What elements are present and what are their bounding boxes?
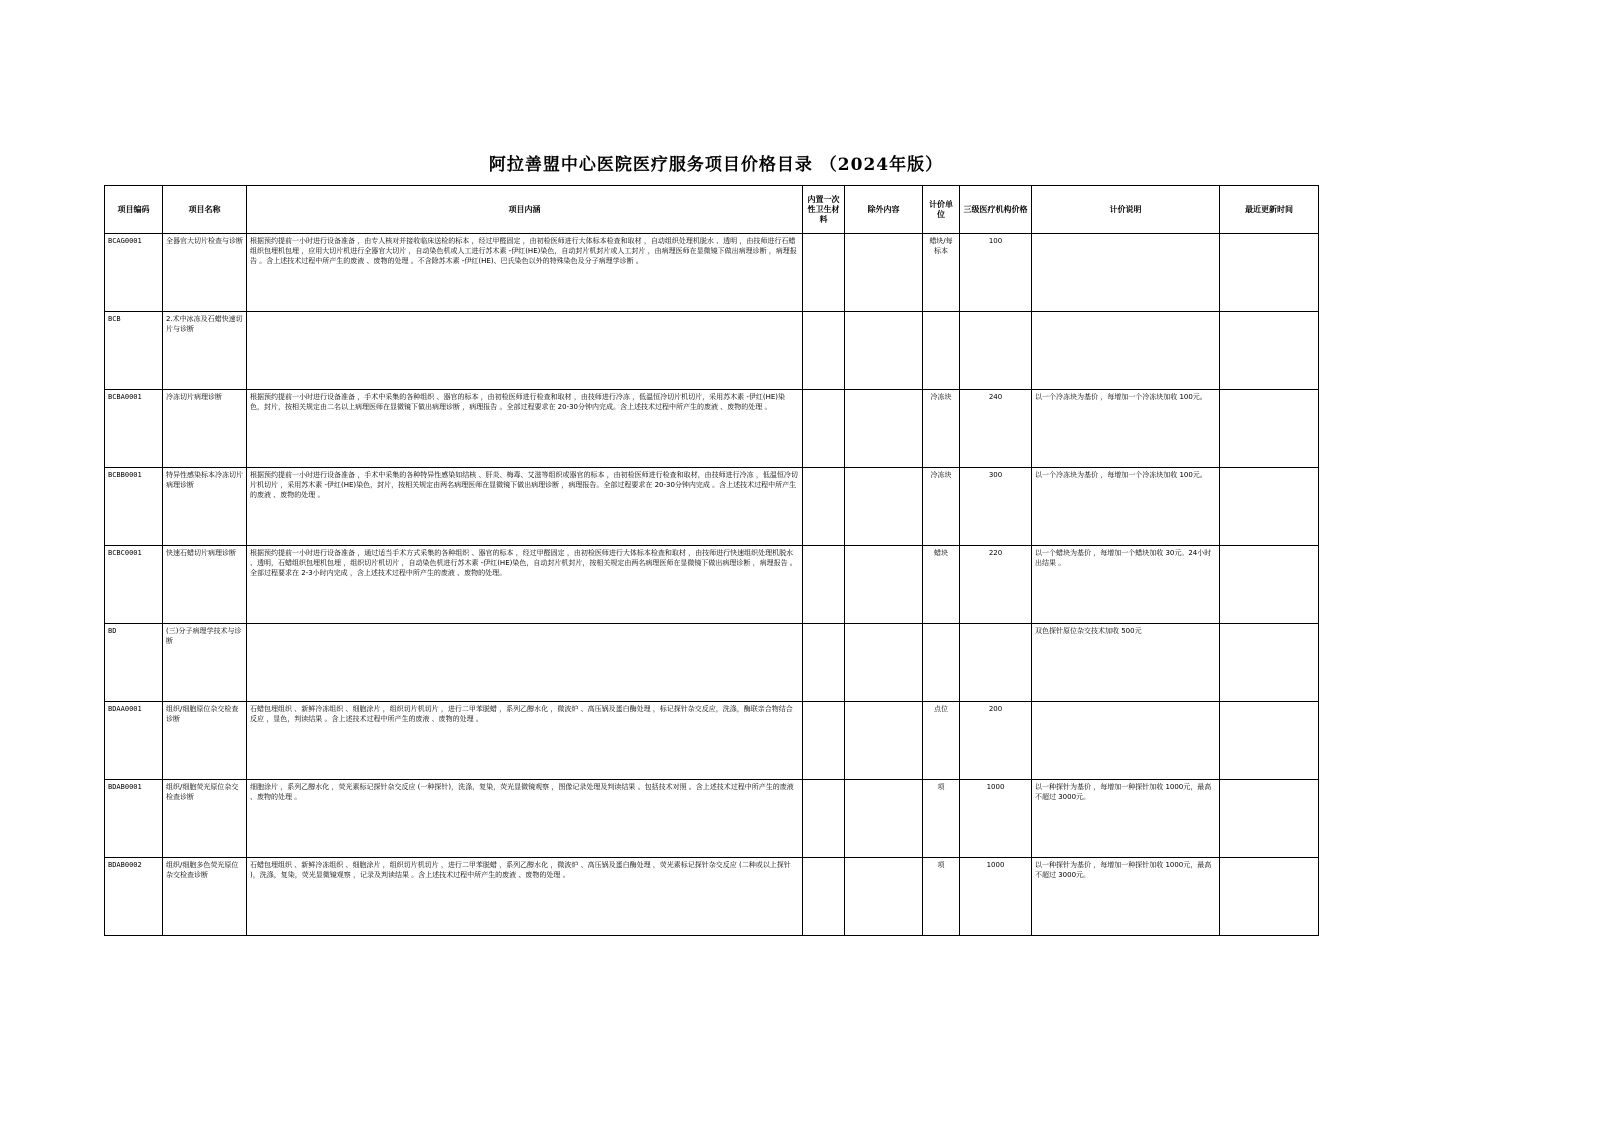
cell-content: 根据预约提前一小时进行设备准备 ，手术中采集的各种特异性感染如结核 、肝炎、梅毒、艾滋等组织或器官的标本 ，由初检医师进行检查和取材，由技师进行冷冻 ，低温恒冷切片机切片 ，采用苏木素 -伊红(HE)染色，封片，按相关规定由两名病理医师在显微镜下做出病理诊断 ，病理报告。全部过程要求在 20-30分钟内完成 。含上述技术过程中所产生的废液 、废物的处理 。 [247, 468, 803, 546]
cell-exclusion [845, 702, 923, 780]
cell-material [803, 468, 845, 546]
cell-content: 根据预约提前一小时进行设备准备 ，通过适当手术方式采集的各种组织 、器官的标本 ，经过甲醛固定 ，由初检医师进行大体标本检查和取材 ，由技师进行快速组织处理机脱水 、透明，石蜡组织包埋机包埋 ，组织切片机切片 ，自动染色机进行苏木素 -伊红(HE)染色，自动封片机封片，按相关规定由两名病理医师在显微镜下做出病理诊断 ，病理报告 。全部过程要求在 2-3小时内完成 ，含上述技术过程中所产生的废液 、废物的处理。 [247, 546, 803, 624]
cell-code: BCB [105, 312, 163, 390]
cell-price: 240 [960, 390, 1032, 468]
cell-updated [1220, 390, 1319, 468]
cell-note: 以一种探针为基价 ，每增加一种探针加收 1000元，最高不超过 3000元。 [1032, 780, 1220, 858]
cell-price [960, 624, 1032, 702]
cell-content: 细胞涂片 ，系列乙醇水化 ，荧光素标记探针杂交反应 (一种探针)，洗涤，复染，荧光显微镜观察 ，图像记录处理及判读结果 。包括技术对照 。含上述技术过程中所产生的废液 、废物的处理 。 [247, 780, 803, 858]
cell-exclusion [845, 312, 923, 390]
table-row [105, 546, 1319, 624]
cell-code: BCAG0001 [105, 234, 163, 312]
cell-note [1032, 312, 1220, 390]
cell-note: 以一个冷冻块为基价 ，每增加一个冷冻块加收 100元。 [1032, 390, 1220, 468]
table-row [105, 390, 1319, 468]
cell-note [1032, 702, 1220, 780]
cell-exclusion [845, 780, 923, 858]
table-row [105, 702, 1319, 780]
cell-code: BCBA0001 [105, 390, 163, 468]
cell-name: 特异性感染标本冷冻切片病理诊断 [163, 468, 247, 546]
cell-note [1032, 234, 1220, 312]
cell-material [803, 702, 845, 780]
cell-name: 全器官大切片检查与诊断 [163, 234, 247, 312]
cell-material [803, 390, 845, 468]
header-name: 项目名称 [163, 186, 247, 234]
cell-updated [1220, 468, 1319, 546]
cell-name: 组织/细胞多色荧光原位杂交检查诊断 [163, 858, 247, 936]
cell-updated [1220, 312, 1319, 390]
cell-updated [1220, 234, 1319, 312]
cell-unit: 点位 [923, 702, 960, 780]
cell-unit: 项 [923, 780, 960, 858]
cell-exclusion [845, 468, 923, 546]
price-table [104, 185, 1319, 936]
cell-price: 220 [960, 546, 1032, 624]
cell-material [803, 234, 845, 312]
cell-price: 1000 [960, 780, 1032, 858]
table-body [105, 234, 1319, 936]
header-note: 计价说明 [1032, 186, 1220, 234]
cell-updated [1220, 858, 1319, 936]
cell-material [803, 858, 845, 936]
header-updated: 最近更新时间 [1220, 186, 1319, 234]
cell-name: 组织/细胞原位杂交检查诊断 [163, 702, 247, 780]
cell-exclusion [845, 858, 923, 936]
cell-content: 根据预约提前一小时进行设备准备 ，手术中采集的各种组织 、器官的标本 ，由初检医师进行检查和取材 ，由技师进行冷冻 ，低温恒冷切片机切片，采用苏木素 -伊红(HE)染色，封片，按相关规定由二名以上病理医师在显微镜下做出病理诊断 ，病理报告 。全部过程要求在 20-30分钟内完成。含上述技术过程中所产生的废液 、废物的处理 。 [247, 390, 803, 468]
cell-name: 快速石蜡切片病理诊断 [163, 546, 247, 624]
cell-note: 以一种探针为基价 ，每增加一种探针加收 1000元，最高不超过 3000元。 [1032, 858, 1220, 936]
cell-material [803, 780, 845, 858]
cell-unit: 项 [923, 858, 960, 936]
cell-exclusion [845, 624, 923, 702]
cell-note: 以一个蜡块为基价 ，每增加一个蜡块加收 30元。24小时出结果 。 [1032, 546, 1220, 624]
cell-content: 石蜡包埋组织 、新鲜冷冻组织 、细胞涂片 ，组织切片机切片 ，进行二甲苯脱蜡 ，系列乙醇水化 ，微波炉 、高压锅及蛋白酶处理 ，标记探针杂交反应，洗涤，酶联亲合物结合反应 ，显色，判读结果 。含上述技术过程中所产生的废液 、废物的处理 。 [247, 702, 803, 780]
table-header-row [105, 186, 1319, 234]
cell-note: 以一个冷冻块为基价 ，每增加一个冷冻块加收 100元。 [1032, 468, 1220, 546]
cell-updated [1220, 624, 1319, 702]
header-exclusion: 除外内容 [845, 186, 923, 234]
cell-material [803, 546, 845, 624]
cell-content: 根据预约提前一小时进行设备准备 ，由专人核对并接收临床送检的标本 ，经过甲醛固定 ，由初检医师进行大体标本检查和取材 ，自动组织处理机脱水 、透明 ，由技师进行石蜡组织包埋机包埋 ，应用大切片机进行全器官大切片 ，自动染色机或人工进行苏木素 -伊红(HE)染色，自动封片机封片或人工封片 ，由病理医师在显微镜下做出病理诊断 ，病理报告 。含上述技术过程中所产生的废液 、废物的处理 。不含除苏木素 -伊红(HE)、巴氏染色以外的特殊染色及分子病理学诊断 。 [247, 234, 803, 312]
cell-unit: 蜡块 [923, 546, 960, 624]
cell-code: BDAB0002 [105, 858, 163, 936]
cell-updated [1220, 780, 1319, 858]
cell-code: BCBB0001 [105, 468, 163, 546]
table-row [105, 234, 1319, 312]
table-row [105, 858, 1319, 936]
cell-exclusion [845, 234, 923, 312]
cell-unit [923, 624, 960, 702]
cell-price: 200 [960, 702, 1032, 780]
cell-exclusion [845, 546, 923, 624]
cell-name: 组织/细胞荧光原位杂交检查诊断 [163, 780, 247, 858]
cell-updated [1220, 546, 1319, 624]
cell-content [247, 624, 803, 702]
cell-name: 冷冻切片病理诊断 [163, 390, 247, 468]
table-row [105, 468, 1319, 546]
cell-exclusion [845, 390, 923, 468]
cell-code: BD [105, 624, 163, 702]
cell-price: 100 [960, 234, 1032, 312]
header-code: 项目编码 [105, 186, 163, 234]
cell-unit: 蜡块/每标本 [923, 234, 960, 312]
header-price: 三级医疗机构价格 [960, 186, 1032, 234]
cell-code: BDAB0001 [105, 780, 163, 858]
cell-material [803, 624, 845, 702]
cell-unit: 冷冻块 [923, 468, 960, 546]
cell-price: 1000 [960, 858, 1032, 936]
table-row [105, 624, 1319, 702]
cell-price [960, 312, 1032, 390]
header-unit: 计价单位 [923, 186, 960, 234]
cell-unit: 冷冻块 [923, 390, 960, 468]
cell-code: BCBC0001 [105, 546, 163, 624]
cell-name: (三)分子病理学技术与诊断 [163, 624, 247, 702]
header-content: 项目内涵 [247, 186, 803, 234]
cell-unit [923, 312, 960, 390]
cell-code: BDAA0001 [105, 702, 163, 780]
table-row [105, 312, 1319, 390]
header-material: 内置一次性卫生材料 [803, 186, 845, 234]
page-title: 阿拉善盟中心医院医疗服务项目价格目录 （2024年版） [488, 155, 944, 175]
cell-price: 300 [960, 468, 1032, 546]
cell-content [247, 312, 803, 390]
cell-content: 石蜡包埋组织 、新鲜冷冻组织 、细胞涂片 ，组织切片机切片 ，进行二甲苯脱蜡 ，系列乙醇水化 ，微波炉 、高压锅及蛋白酶处理 ，荧光素标记探针杂交反应 (二种或以上探针 )，洗涤，复染，荧光显微镜观察 ，记录及判读结果 。含上述技术过程中所产生的废液 、废物的处理 。 [247, 858, 803, 936]
cell-material [803, 312, 845, 390]
cell-note: 双色探针原位杂交技术加收 500元 [1032, 624, 1220, 702]
cell-updated [1220, 702, 1319, 780]
table-row [105, 780, 1319, 858]
cell-name: 2.术中冰冻及石蜡快速切片与诊断 [163, 312, 247, 390]
